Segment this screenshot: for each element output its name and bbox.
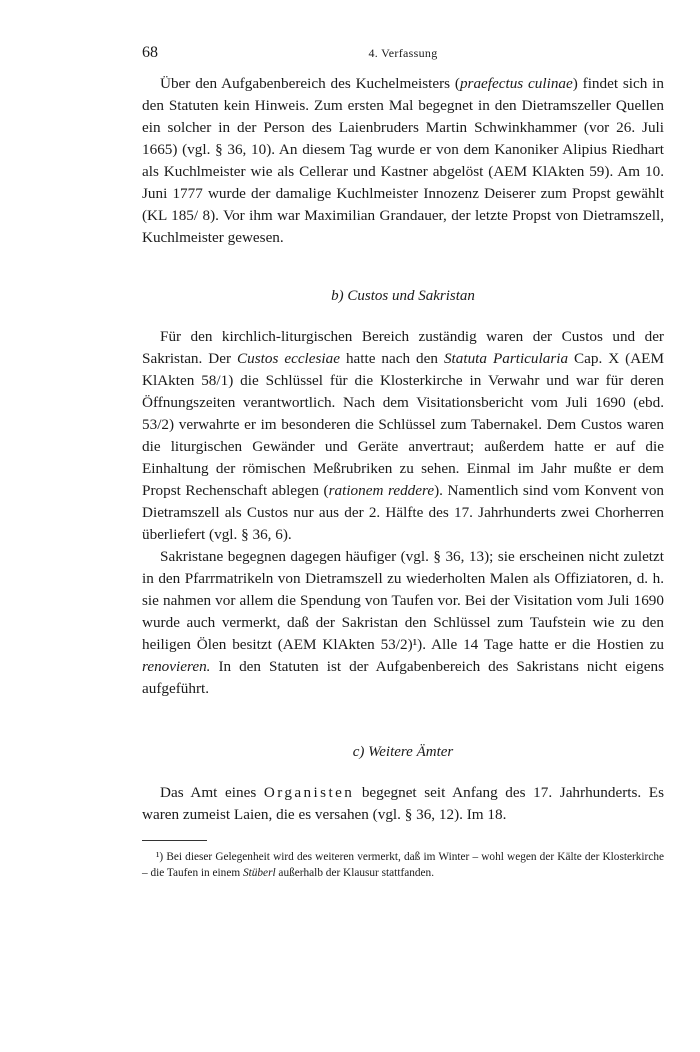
page-header [142, 44, 664, 68]
italic-text: Custos ecclesiae [237, 350, 340, 367]
italic-text: Stüberl [242, 867, 276, 879]
text-run: Sakristane begegnen dagegen häufiger (vgl. § 36, 13); sie erscheinen nicht zuletzt in den Pfarrmatrikeln von Dietramszell zu wiederholten Malen als Offiziatoren, d. h. sie nahmen vor allem die Spendung von Taufen vor. Bei der Visitation vom Juli 1690 wurde auch vermerkt, daß der Sakristan den Schlüssel zum Taufstein wie zu den heiligen Ölen besitzt (AEM KlAkten 53/2)¹). Alle 14 Tage hatte er die Hostien zu [142, 548, 664, 653]
running-title: 4. Verfassung [368, 46, 438, 60]
page-number: 68 [142, 44, 158, 61]
section-heading: c) Weitere Ämter [352, 744, 454, 760]
text-run: ) findet sich in den Statuten kein Hinweis. Zum ersten Mal begegnet in den Dietramszeller Quellen ein solcher in der Person des Laienbruders Martin Schwinkhammer (vor 26. Juli 1665) (vgl. § 36, 10). An diesem Tag wurde er von dem Kanoniker Alipius Riedhart als Kuchlmeister wie als Cellerar und Kastner abgelöst (AEM KlAkten 59). Am 10. Juni 1777 wurde der damalige Kuchlmeister Innozenz Deiserer zum Propst gewählt (KL 185/ 8). Vor ihm war Maximilian Grandauer, der letzte Propst von Dietramszell, Kuchlmeister gewesen. [142, 75, 665, 246]
paragraph [142, 326, 664, 546]
text-run: Cap. X (AEM KlAkten 58/1) die Schlüssel für die Klosterkirche in Verwahr und war für deren Öffnungszeiten verantwortlich. Nach dem Visitationsbericht vom Juli 1690 (ebd. 53/2) verwahrte er im besonderen die Schlüssel zum Tabernakel. Dem Custos waren die liturgischen Gewänder und Geräte anvertraut; außerdem hatte er auf die Einhaltung der römischen Meßrubriken zu sehen. Einmal im Jahr mußte er dem Propst Rechenschaft ablegen ( [142, 350, 664, 499]
paragraph [142, 546, 664, 700]
paragraph [142, 782, 664, 826]
footnote [142, 849, 664, 881]
italic-text: praefectus culinae [459, 75, 573, 92]
text-run: außerhalb der Klausur stattfanden. [275, 867, 435, 879]
text-run: ¹) Bei dieser Gelegenheit wird des weiteren vermerkt, daß im Winter – wohl wegen der Kälte der Klosterkirche – die Taufen in einem [142, 851, 664, 879]
text-run: In den Statuten ist der Aufgabenbereich des Sakristans nicht eigens aufgeführt. [142, 658, 664, 697]
text-run: Das Amt eines [160, 784, 264, 801]
text-run: Über den Aufgabenbereich des Kuchelmeisters ( [160, 75, 460, 92]
italic-text: renovieren. [142, 658, 211, 675]
footnote-rule [142, 840, 207, 841]
text-run: begegnet seit Anfang des 17. Jahrhunderts. Es waren zumeist Laien, die es versahen (vgl. § 36, 12). Im 18. [142, 784, 664, 823]
text-run: ). Namentlich sind vom Konvent von Dietramszell als Custos nur aus der 2. Hälfte des 17. Jahrhunderts zwei Chorherren überliefert (vgl. § 36, 6). [142, 482, 665, 543]
text-run: hatte nach den [339, 350, 444, 367]
italic-text: Statuta Particularia [443, 350, 569, 367]
italic-text: rationem reddere [328, 482, 435, 499]
text-run: Für den kirchlich-liturgischen Bereich zuständig waren der Custos und der Sakristan. Der [142, 328, 664, 367]
section-heading: b) Custos und Sakristan [331, 288, 475, 304]
paragraph [142, 73, 664, 249]
book-page [142, 44, 664, 881]
body-text [142, 73, 664, 826]
spaced-text: Organisten [263, 784, 355, 801]
